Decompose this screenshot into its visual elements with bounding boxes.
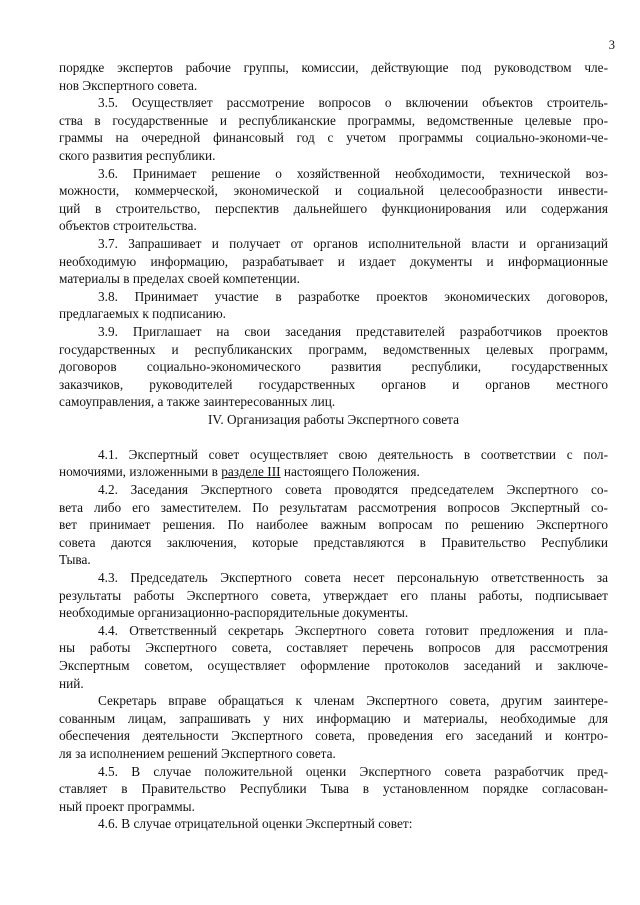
text-line: самоуправления, а также заинтересованных лиц.	[59, 394, 336, 410]
text-fragment: настоящего Положения.	[280, 464, 420, 480]
paragraph	[59, 481, 608, 569]
text-line: Тыва.	[59, 552, 91, 568]
text-line: государственных и республиканских программ, ведомственных целевых программ,	[59, 341, 608, 357]
text-line: материалы в пределах своей компетенции.	[59, 271, 300, 287]
text-line: 3.9. Приглашает на свои заседания представителей разработчиков проектов	[98, 323, 608, 339]
text-line: вета либо его заместителем. По результатам рассмотрения вопросов Экспертный со-	[59, 499, 608, 515]
paragraph	[59, 815, 608, 833]
section-link[interactable]: разделе III	[221, 464, 281, 480]
paragraph	[59, 94, 608, 164]
paragraph	[59, 446, 608, 481]
paragraph	[59, 323, 608, 411]
spacer	[59, 428, 608, 445]
paragraph	[59, 235, 608, 288]
text-line: необходимую информацию, разрабатывает и издает документы и информационные	[59, 253, 608, 269]
text-line: результаты работы Экспертного совета, утверждает его планы работы, подписывает	[59, 587, 608, 603]
paragraph	[59, 692, 608, 762]
text-line: 4.1. Экспертный совет осуществляет свою деятельность в соответствии с пол-	[98, 446, 608, 462]
text-line	[59, 463, 608, 481]
text-line: ля за исполнением решений Экспертного совета.	[59, 745, 336, 761]
text-line: ний.	[59, 675, 84, 691]
text-line: ства в государственные и республиканские программы, ведомственные целевые про-	[59, 112, 608, 128]
text-line: необходимые организационно-распорядительные документы.	[59, 605, 409, 621]
text-line: порядке экспертов рабочие группы, комиссии, действующие под руководством чле-	[59, 60, 608, 75]
text-line: объектов строительства.	[59, 218, 197, 234]
text-line: 4.4. Ответственный секретарь Экспертного совета готовит предложения и пла-	[98, 622, 608, 638]
paragraph	[59, 763, 608, 816]
paragraph	[59, 165, 608, 235]
text-line: вет принимает решения. По наиболее важным вопросам по решению Экспертного	[59, 517, 608, 533]
text-line: можности, коммерческой, экономической и социальной целесообразности инвести-	[59, 183, 608, 199]
text-line: нов Экспертного совета.	[59, 77, 198, 93]
text-line: ставляет в Правительство Республики Тыва в установленном порядке согласован-	[59, 781, 608, 797]
text-line: предлагаемых к подписанию.	[59, 306, 226, 322]
text-line: обеспечения деятельности Экспертного совета, проведения его заседаний и контро-	[59, 728, 608, 744]
paragraph	[59, 622, 608, 692]
text-line: граммы на очередной финансовый год с учетом программы социально-экономи-че-	[59, 130, 608, 146]
text-line: 4.3. Председатель Экспертного совета несет персональную ответственность за	[98, 570, 608, 586]
text-line: ского развития республики.	[59, 147, 216, 163]
text-line: 3.7. Запрашивает и получает от органов исполнительной власти и организаций	[98, 235, 608, 251]
paragraph	[59, 59, 608, 94]
text-fragment: номочиями, изложенными в	[59, 464, 222, 480]
text-line: 4.5. В случае положительной оценки Экспертного совета разработчик пред-	[98, 763, 608, 779]
text-line: сованным лицам, запрашивать у них информацию и материалы, необходимые для	[59, 710, 608, 726]
text-line: 3.6. Принимает решение о хозяйственной необходимости, технической воз-	[98, 165, 608, 181]
text-line: 4.6. В случае отрицательной оценки Экспертный совет:	[98, 816, 413, 832]
text-line: ций в строительство, перспектив дальнейшего функционирования или содержания	[59, 200, 608, 216]
text-line: договоров социально-экономического развития республики, государственных	[59, 359, 608, 375]
text-line: Экспертным советом, осуществляет оформление протоколов заседаний и заключе-	[59, 657, 608, 673]
text-line: ны работы Экспертного совета, составляет перечень вопросов для рассмотрения	[59, 640, 608, 656]
section-heading: IV. Организация работы Экспертного совета	[208, 411, 459, 427]
paragraph	[59, 288, 608, 323]
text-line: Секретарь вправе обращаться к членам Экспертного совета, другим заинтере-	[98, 693, 608, 709]
text-line: 4.2. Заседания Экспертного совета проводятся председателем Экспертного со-	[98, 482, 608, 498]
text-line: совета даются заключения, которые представляются в Правительство Республики	[59, 534, 608, 550]
text-line: 3.8. Принимает участие в разработке проектов экономических договоров,	[98, 288, 608, 304]
page-number: 3	[608, 38, 615, 52]
text-line: заказчиков, руководителей государственных органов и органов местного	[59, 376, 608, 392]
text-line: ный проект программы.	[59, 798, 195, 814]
paragraph	[59, 569, 608, 622]
text-line: 3.5. Осуществляет рассмотрение вопросов о включении объектов строитель-	[98, 95, 608, 111]
document-body	[59, 59, 608, 833]
